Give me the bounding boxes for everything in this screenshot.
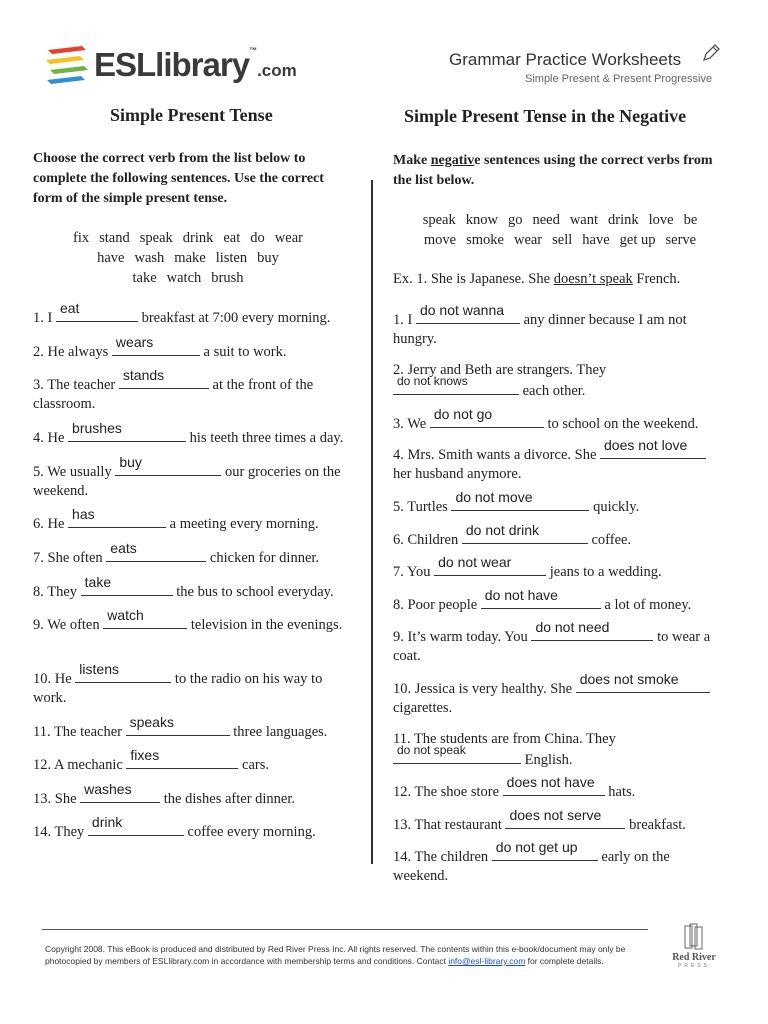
answer-blank[interactable] bbox=[416, 302, 520, 324]
question-item bbox=[393, 361, 728, 401]
question-item bbox=[33, 607, 358, 635]
word-bank-item: be bbox=[683, 212, 698, 228]
right-instr-emphasis: negativ bbox=[430, 153, 475, 168]
question-item bbox=[393, 554, 728, 582]
answer-blank[interactable] bbox=[115, 454, 221, 476]
answer-text: do not knows bbox=[397, 374, 468, 388]
example-answer: doesn’t speak bbox=[553, 271, 633, 287]
logo-main-text: ESLlibrary bbox=[94, 46, 250, 83]
question-prompt: 12. The shoe store bbox=[393, 784, 500, 800]
question-prompt: 6. He bbox=[33, 516, 65, 532]
question-prompt: 13. She bbox=[33, 791, 77, 807]
question-prompt: 11. The teacher bbox=[33, 724, 122, 740]
answer-text: do not wanna bbox=[419, 302, 505, 318]
example-pre: Ex. 1. She is Japanese. She bbox=[393, 271, 554, 287]
word-bank-item: drink bbox=[608, 212, 639, 228]
right-instr-pre: Make bbox=[393, 153, 431, 168]
word-bank-row bbox=[390, 230, 730, 250]
question-prompt: 4. Mrs. Smith wants a divorce. She bbox=[393, 447, 597, 463]
answer-blank[interactable] bbox=[505, 807, 625, 829]
answer-blank[interactable] bbox=[80, 781, 160, 803]
answer-blank[interactable] bbox=[103, 607, 187, 629]
question-rest: any dinner because I am not bbox=[523, 312, 687, 328]
answer-blank[interactable] bbox=[430, 406, 544, 428]
question-item bbox=[393, 839, 728, 886]
question-item bbox=[33, 300, 358, 328]
answer-text: buy bbox=[119, 454, 142, 470]
question-rest: his teeth three times a day. bbox=[189, 430, 344, 446]
question-item bbox=[33, 454, 358, 501]
answer-text: listens bbox=[79, 661, 119, 677]
footer-text-end: for complete details. bbox=[525, 956, 604, 966]
question-prompt: 9. It’s warm today. You bbox=[393, 629, 528, 645]
publisher-press: PRESS bbox=[678, 963, 710, 969]
question-item bbox=[393, 774, 728, 802]
question-item bbox=[393, 587, 728, 615]
question-rest: television in the evenings. bbox=[190, 617, 343, 633]
word-bank-item: brush bbox=[211, 270, 244, 286]
question-continuation: her husband anymore. bbox=[393, 466, 522, 482]
question-item bbox=[393, 522, 728, 550]
question-continuation: coat. bbox=[393, 648, 421, 664]
question-rest: a lot of money. bbox=[604, 597, 692, 613]
word-bank-item: speak bbox=[139, 230, 173, 246]
word-bank-item: do bbox=[250, 230, 265, 246]
question-rest: a suit to work. bbox=[203, 344, 287, 360]
answer-blank[interactable] bbox=[112, 334, 200, 356]
logo-tm: ™ bbox=[249, 46, 258, 55]
word-bank-item: speak bbox=[422, 212, 456, 228]
question-item bbox=[393, 807, 728, 835]
question-continuation: cigarettes. bbox=[393, 700, 453, 716]
word-bank-item: wear bbox=[274, 230, 303, 246]
word-bank-item: stand bbox=[99, 230, 130, 246]
question-rest: our groceries on the weekend. bbox=[33, 464, 341, 499]
left-word-bank bbox=[33, 228, 343, 288]
answer-blank[interactable] bbox=[106, 540, 206, 562]
word-bank-item: know bbox=[465, 212, 498, 228]
question-rest: to school on the weekend. bbox=[547, 416, 699, 432]
word-bank-item: want bbox=[569, 212, 599, 228]
question-item bbox=[33, 540, 358, 568]
question-item bbox=[393, 730, 728, 770]
answer-text: do not have bbox=[484, 587, 558, 603]
question-rest: English. bbox=[524, 752, 573, 768]
answer-text: fixes bbox=[130, 747, 160, 763]
answer-blank[interactable] bbox=[492, 839, 598, 861]
word-bank-item: need bbox=[532, 212, 560, 228]
answer-blank[interactable] bbox=[126, 714, 230, 736]
question-item bbox=[33, 747, 358, 775]
word-bank-item: wear bbox=[513, 232, 543, 248]
word-bank-item: get up bbox=[619, 232, 656, 248]
answer-blank[interactable] bbox=[393, 374, 519, 395]
answer-blank[interactable] bbox=[576, 671, 710, 693]
question-rest: to the radio on his way to work. bbox=[33, 671, 323, 706]
example-post: French. bbox=[632, 271, 681, 287]
word-bank-item: make bbox=[174, 250, 206, 266]
word-bank-item: go bbox=[507, 212, 523, 228]
question-prompt: 4. He bbox=[33, 430, 65, 446]
answer-blank[interactable] bbox=[81, 574, 173, 596]
question-rest: at the front of the classroom. bbox=[33, 377, 314, 412]
answer-blank[interactable] bbox=[451, 489, 589, 511]
answer-text: do not wear bbox=[438, 554, 512, 570]
answer-text: brushes bbox=[72, 420, 122, 436]
question-rest: early on the bbox=[601, 849, 670, 865]
question-item bbox=[393, 671, 728, 718]
question-item bbox=[393, 406, 728, 434]
answer-blank[interactable] bbox=[600, 437, 706, 459]
word-bank-item: love bbox=[648, 212, 674, 228]
right-title: Simple Present Tense in the Negative bbox=[404, 106, 687, 126]
word-bank-row bbox=[33, 228, 343, 248]
question-prompt: 2. Jerry and Beth are strangers. They bbox=[393, 362, 607, 378]
footer-copyright bbox=[45, 943, 659, 967]
publisher-logo bbox=[664, 922, 724, 972]
answer-text: eats bbox=[110, 540, 137, 556]
answer-blank[interactable] bbox=[56, 300, 138, 322]
question-prompt: 14. The children bbox=[393, 849, 489, 865]
question-prompt: 13. That restaurant bbox=[393, 817, 502, 833]
question-prompt: 7. You bbox=[393, 564, 431, 580]
word-bank-row bbox=[390, 210, 730, 230]
question-rest: jeans to a wedding. bbox=[549, 564, 662, 580]
footer-rule bbox=[42, 929, 648, 930]
question-prompt: 1. I bbox=[393, 312, 413, 328]
footer-email-link[interactable]: info@esl-library.com bbox=[448, 956, 526, 966]
question-prompt: 11. The students are from China. They bbox=[393, 731, 616, 747]
question-prompt: 6. Children bbox=[393, 532, 459, 548]
answer-text: eat bbox=[59, 300, 80, 316]
word-bank-item: eat bbox=[223, 230, 241, 246]
question-prompt: 5. Turtles bbox=[393, 499, 448, 515]
answer-text: washes bbox=[84, 781, 132, 797]
word-bank-item: buy bbox=[257, 250, 279, 266]
question-prompt: 3. The teacher bbox=[33, 377, 116, 393]
answer-blank[interactable] bbox=[393, 743, 521, 764]
question-rest: a meeting every morning. bbox=[169, 516, 319, 532]
question-continuation: hungry. bbox=[393, 331, 437, 347]
logo-suffix: .com bbox=[257, 61, 297, 80]
word-bank-item: smoke bbox=[466, 232, 504, 248]
question-prompt: 8. Poor people bbox=[393, 597, 478, 613]
answer-text: take bbox=[84, 574, 112, 590]
word-bank-item: take bbox=[132, 270, 157, 286]
question-rest: breakfast. bbox=[629, 817, 686, 833]
answer-blank[interactable] bbox=[126, 747, 238, 769]
word-bank-item: sell bbox=[552, 232, 573, 248]
answer-text: stands bbox=[122, 367, 165, 383]
question-item bbox=[393, 489, 728, 517]
question-rest: coffee. bbox=[591, 532, 632, 548]
question-rest: breakfast at 7:00 every morning. bbox=[141, 310, 331, 326]
question-item bbox=[393, 619, 728, 666]
question-prompt: 10. He bbox=[33, 671, 72, 687]
logo-books-icon bbox=[44, 44, 90, 88]
answer-text: do not speak bbox=[397, 743, 466, 757]
answer-blank[interactable] bbox=[68, 506, 166, 528]
answer-text: do not move bbox=[455, 489, 533, 505]
column-divider bbox=[371, 180, 373, 864]
question-item bbox=[33, 781, 358, 809]
word-bank-item: have bbox=[97, 250, 125, 266]
question-prompt: 7. She often bbox=[33, 550, 103, 566]
word-bank-item: have bbox=[582, 232, 610, 248]
question-rest: to wear a bbox=[657, 629, 711, 645]
word-bank-row bbox=[33, 268, 343, 288]
word-bank-item: serve bbox=[665, 232, 697, 248]
word-bank-item: move bbox=[423, 232, 457, 248]
question-prompt: 9. We often bbox=[33, 617, 100, 633]
question-item bbox=[33, 367, 358, 414]
publisher-name: Red River bbox=[672, 952, 716, 963]
books-icon bbox=[679, 922, 709, 952]
right-instr-post: sentences using the correct verbs from the list below. bbox=[393, 153, 713, 188]
answer-text: watch bbox=[107, 607, 144, 623]
right-example bbox=[393, 270, 680, 289]
left-instructions: Choose the correct verb from the list below to complete the following sentences. Use the correct form of the simple present tense. bbox=[33, 151, 324, 206]
footer-text: Copyright 2008. This eBook is produced and distributed by Red River Press Inc. All rights reserved. The contents within this e-book/document may only be photocopied by members of ESLlibrary.com in accordance with membership terms and conditions. Contact bbox=[45, 944, 626, 966]
question-prompt: 8. They bbox=[33, 584, 78, 600]
answer-text: do not get up bbox=[495, 839, 578, 855]
question-prompt: 2. He always bbox=[33, 344, 109, 360]
question-item bbox=[393, 302, 728, 349]
word-bank-row bbox=[33, 248, 343, 268]
answer-blank[interactable] bbox=[503, 774, 605, 796]
question-prompt: 3. We bbox=[393, 416, 427, 432]
word-bank-item: fix bbox=[73, 230, 90, 246]
question-item bbox=[33, 334, 358, 362]
answer-text: do not go bbox=[433, 406, 493, 422]
logo bbox=[44, 44, 297, 90]
question-rest: the dishes after dinner. bbox=[163, 791, 296, 807]
left-title: Simple Present Tense bbox=[110, 105, 273, 125]
question-item bbox=[33, 714, 358, 742]
question-prompt: 14. They bbox=[33, 824, 85, 840]
answer-blank[interactable] bbox=[434, 554, 546, 576]
question-item bbox=[33, 814, 358, 842]
answer-blank[interactable] bbox=[531, 619, 653, 641]
answer-text: wears bbox=[115, 334, 154, 350]
answer-blank[interactable] bbox=[462, 522, 588, 544]
right-instructions bbox=[393, 151, 723, 191]
question-rest: hats. bbox=[608, 784, 636, 800]
question-rest: each other. bbox=[522, 383, 586, 399]
question-rest: three languages. bbox=[233, 724, 328, 740]
question-rest: the bus to school everyday. bbox=[176, 584, 334, 600]
answer-text: drink bbox=[91, 814, 123, 830]
answer-blank[interactable] bbox=[119, 367, 209, 389]
word-bank-item: drink bbox=[182, 230, 214, 246]
question-rest: coffee every morning. bbox=[187, 824, 316, 840]
question-item bbox=[33, 420, 358, 448]
right-instr-emphasis-end: e bbox=[474, 153, 481, 168]
header-subtitle: Simple Present & Present Progressive bbox=[525, 73, 713, 85]
answer-blank[interactable] bbox=[75, 661, 171, 683]
answer-text: has bbox=[72, 506, 95, 522]
pencil-icon bbox=[701, 43, 721, 63]
answer-text: does not have bbox=[506, 774, 595, 790]
question-prompt: 10. Jessica is very healthy. She bbox=[393, 681, 573, 697]
answer-text: does not smoke bbox=[579, 671, 679, 687]
question-item bbox=[33, 574, 358, 602]
question-rest: chicken for dinner. bbox=[209, 550, 320, 566]
question-continuation: weekend. bbox=[393, 868, 449, 884]
answer-text: do not need bbox=[535, 619, 610, 635]
answer-blank[interactable] bbox=[88, 814, 184, 836]
question-prompt: 1. I bbox=[33, 310, 53, 326]
answer-blank[interactable] bbox=[481, 587, 601, 609]
word-bank-item: watch bbox=[166, 270, 202, 286]
answer-text: speaks bbox=[129, 714, 174, 730]
header-title: Grammar Practice Worksheets bbox=[449, 50, 682, 69]
question-item bbox=[393, 437, 728, 484]
question-rest: cars. bbox=[242, 757, 270, 773]
question-rest: quickly. bbox=[593, 499, 640, 515]
question-prompt: 12. A mechanic bbox=[33, 757, 123, 773]
word-bank-item: listen bbox=[215, 250, 248, 266]
question-item bbox=[33, 506, 358, 534]
answer-text: does not love bbox=[604, 437, 688, 453]
right-word-bank bbox=[390, 210, 730, 250]
answer-blank[interactable] bbox=[68, 420, 186, 442]
word-bank-item: wash bbox=[134, 250, 165, 266]
answer-text: does not serve bbox=[509, 807, 602, 823]
answer-text: do not drink bbox=[465, 522, 540, 538]
question-item bbox=[33, 661, 358, 708]
question-prompt: 5. We usually bbox=[33, 464, 112, 480]
